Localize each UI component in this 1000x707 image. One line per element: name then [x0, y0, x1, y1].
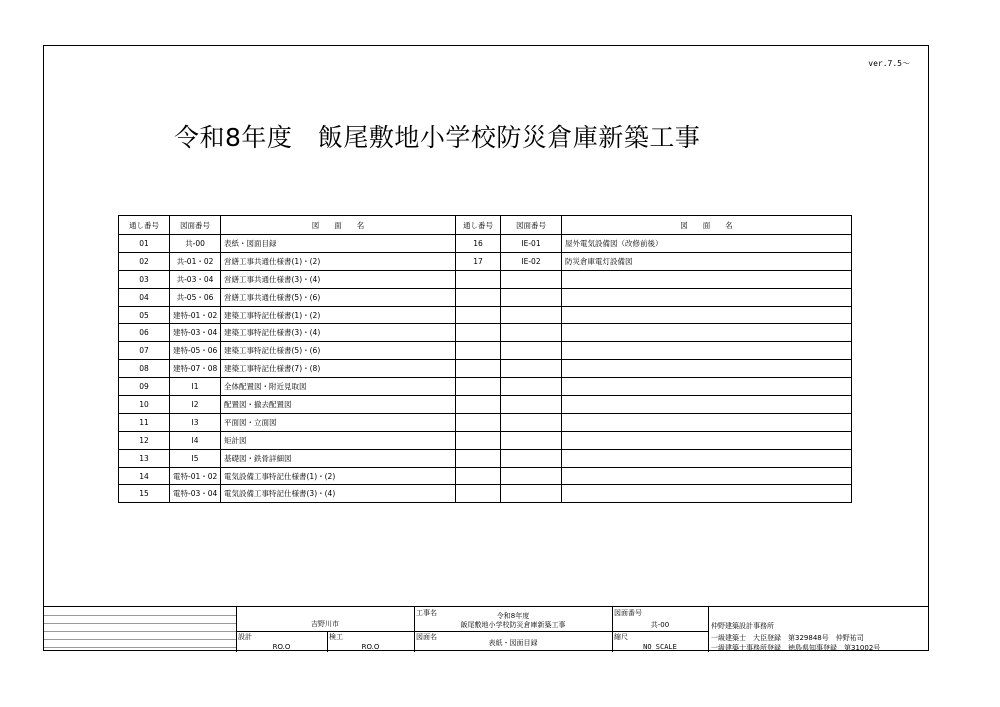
row-drawing-no: 電特-01・02	[170, 467, 221, 485]
row-drawing-no: 共-00	[170, 235, 221, 253]
table-row	[119, 360, 852, 378]
scale-label: 縮尺	[614, 633, 628, 641]
row-name	[562, 360, 852, 378]
check-label: 検工	[329, 633, 343, 641]
row-no	[456, 342, 501, 360]
project-year: 令和8年度	[496, 612, 530, 620]
row-name: 電気設備工事特記仕様書(1)・(2)	[221, 467, 456, 485]
row-no: 13	[119, 449, 170, 467]
table-row	[119, 378, 852, 396]
row-drawing-no: 建特-03・04	[170, 324, 221, 342]
row-drawing-no	[501, 378, 562, 396]
row-name	[562, 413, 852, 431]
table-row	[119, 252, 852, 270]
table-row	[119, 467, 852, 485]
row-name: 全体配置図・附近見取図	[221, 378, 456, 396]
row-name: 矩計図	[221, 431, 456, 449]
table-row	[119, 270, 852, 288]
table-row	[119, 324, 852, 342]
row-name: 屋外電気設備図（改修前後）	[562, 235, 852, 253]
row-no: 15	[119, 485, 170, 503]
row-drawing-no	[501, 270, 562, 288]
row-no: 06	[119, 324, 170, 342]
row-drawing-no: IE-01	[501, 235, 562, 253]
row-no: 11	[119, 413, 170, 431]
row-no: 01	[119, 235, 170, 253]
row-name	[562, 288, 852, 306]
row-name: 営繕工事共通仕様書(3)・(4)	[221, 270, 456, 288]
drawing-list-table	[118, 215, 852, 503]
row-name: 営繕工事共通仕様書(1)・(2)	[221, 252, 456, 270]
row-name: 配置図・撤去配置図	[221, 396, 456, 414]
row-no: 08	[119, 360, 170, 378]
row-name: 基礎図・鉄骨詳細図	[221, 449, 456, 467]
row-no	[456, 467, 501, 485]
row-drawing-no	[501, 413, 562, 431]
row-no: 07	[119, 342, 170, 360]
row-name: 建築工事特記仕様書(7)・(8)	[221, 360, 456, 378]
row-no	[456, 378, 501, 396]
row-no	[456, 306, 501, 324]
row-no: 09	[119, 378, 170, 396]
row-drawing-no	[501, 342, 562, 360]
row-drawing-no: 建特-05・06	[170, 342, 221, 360]
row-no: 10	[119, 396, 170, 414]
row-name: 平面図・立面図	[221, 413, 456, 431]
row-drawing-no: 共-05・06	[170, 288, 221, 306]
header-name-left: 図 面 名	[221, 216, 456, 235]
row-drawing-no	[501, 485, 562, 503]
drawing-frame	[43, 45, 929, 651]
table-row	[119, 431, 852, 449]
drawing-no-label: 図面番号	[614, 609, 642, 617]
version-label: ver.7.5～	[868, 59, 910, 68]
table-row	[119, 449, 852, 467]
row-drawing-no: I2	[170, 396, 221, 414]
row-name: 表紙・図面目録	[221, 235, 456, 253]
row-name	[562, 396, 852, 414]
row-drawing-no: IE-02	[501, 252, 562, 270]
row-name: 防災倉庫電灯設備図	[562, 252, 852, 270]
table-header-row	[119, 216, 852, 235]
row-name	[562, 378, 852, 396]
row-drawing-no: 共-01・02	[170, 252, 221, 270]
row-drawing-no: 電特-03・04	[170, 485, 221, 503]
office-registration: 一級建築士事務所登録 徳島県知事登録 第31002号	[711, 644, 881, 652]
row-drawing-no	[501, 288, 562, 306]
row-name	[562, 431, 852, 449]
client-name: 吉野川市	[311, 620, 339, 628]
title-block	[44, 606, 928, 652]
architect-info: 一級建築士 大臣登録 第329848号 仲野祐司	[711, 634, 864, 642]
row-no	[456, 413, 501, 431]
table-row	[119, 413, 852, 431]
header-drawing-no-right: 図面番号	[501, 216, 562, 235]
row-no: 14	[119, 467, 170, 485]
row-drawing-no	[501, 396, 562, 414]
row-name: 営繕工事共通仕様書(5)・(6)	[221, 288, 456, 306]
row-no	[456, 449, 501, 467]
row-name	[562, 467, 852, 485]
table-row	[119, 342, 852, 360]
drawing-no: 共-00	[650, 621, 670, 629]
header-no-left: 通し番号	[119, 216, 170, 235]
row-drawing-no: I3	[170, 413, 221, 431]
table-row	[119, 306, 852, 324]
row-no	[456, 270, 501, 288]
row-drawing-no	[501, 324, 562, 342]
row-no	[456, 288, 501, 306]
drawing-name-label: 図面名	[416, 633, 437, 641]
row-no: 12	[119, 431, 170, 449]
row-drawing-no: 建特-01・02	[170, 306, 221, 324]
row-no	[456, 431, 501, 449]
table-row	[119, 288, 852, 306]
row-drawing-no	[501, 306, 562, 324]
project-label: 工事名	[416, 609, 437, 617]
row-no: 03	[119, 270, 170, 288]
header-no-right: 通し番号	[456, 216, 501, 235]
row-name	[562, 449, 852, 467]
row-name: 建築工事特記仕様書(3)・(4)	[221, 324, 456, 342]
row-name	[562, 342, 852, 360]
row-no	[456, 485, 501, 503]
row-no: 02	[119, 252, 170, 270]
design-label: 設計	[238, 633, 252, 641]
table-row	[119, 235, 852, 253]
row-name	[562, 270, 852, 288]
row-no	[456, 396, 501, 414]
row-name	[562, 306, 852, 324]
row-no: 17	[456, 252, 501, 270]
row-no	[456, 360, 501, 378]
header-name-right: 図 面 名	[562, 216, 852, 235]
row-drawing-no: 共-03・04	[170, 270, 221, 288]
office-name: 仲野建築設計事務所	[711, 622, 774, 630]
check-value: RO.O	[361, 643, 380, 651]
row-no	[456, 324, 501, 342]
row-drawing-no: I4	[170, 431, 221, 449]
page-title: 令和8年度 飯尾敷地小学校防災倉庫新築工事	[174, 123, 701, 152]
drawing-name: 表紙・図面目録	[488, 639, 538, 647]
row-drawing-no	[501, 431, 562, 449]
row-drawing-no: I1	[170, 378, 221, 396]
row-drawing-no	[501, 360, 562, 378]
row-drawing-no	[501, 449, 562, 467]
row-name: 電気設備工事特記仕様書(3)・(4)	[221, 485, 456, 503]
row-no: 16	[456, 235, 501, 253]
row-name	[562, 485, 852, 503]
header-drawing-no-left: 図面番号	[170, 216, 221, 235]
scale-value: NO SCALE	[643, 643, 677, 651]
design-value: RO.O	[272, 643, 291, 651]
row-name: 建築工事特記仕様書(1)・(2)	[221, 306, 456, 324]
table-row	[119, 396, 852, 414]
row-drawing-no: 建特-07・08	[170, 360, 221, 378]
table-row	[119, 485, 852, 503]
row-no: 05	[119, 306, 170, 324]
project-name: 飯尾敷地小学校防災倉庫新築工事	[460, 621, 566, 629]
row-name	[562, 324, 852, 342]
row-drawing-no	[501, 467, 562, 485]
row-no: 04	[119, 288, 170, 306]
row-name: 建築工事特記仕様書(5)・(6)	[221, 342, 456, 360]
row-drawing-no: I5	[170, 449, 221, 467]
